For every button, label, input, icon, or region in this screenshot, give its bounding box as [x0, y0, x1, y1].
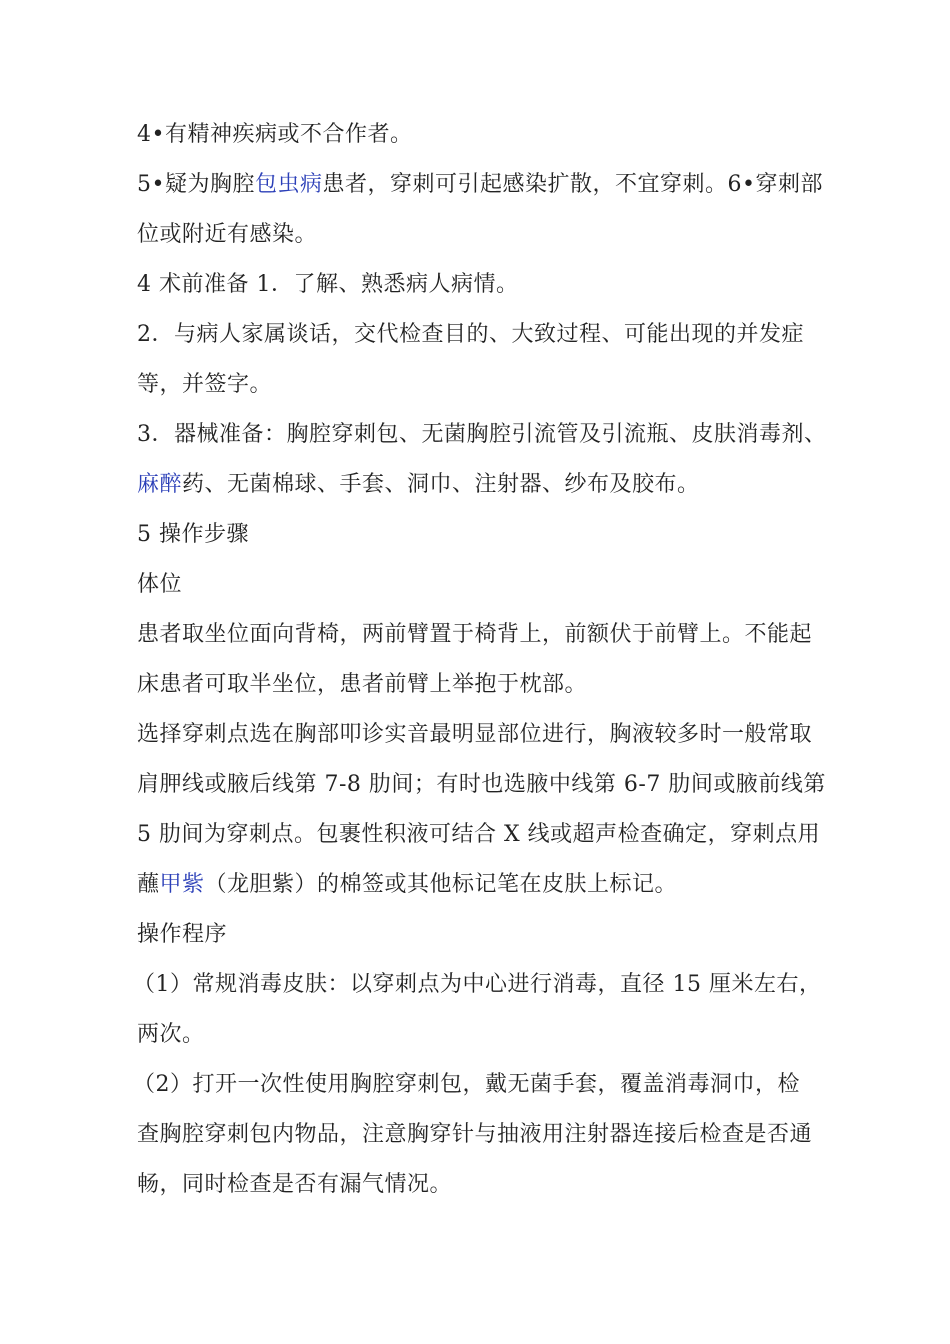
hyperlink-echinococcosis[interactable]: 包虫病	[254, 172, 323, 197]
text-span: 蘸	[137, 872, 160, 897]
text-line: （1）常规消毒皮肤：以穿刺点为中心进行消毒，直径 15 厘米左右，	[133, 972, 822, 997]
text-line: 2．与病人家属谈话，交代检查目的、大致过程、可能出现的并发症	[137, 322, 804, 347]
text-line: 畅，同时检查是否有漏气情况。	[137, 1172, 453, 1197]
subsection-heading: 体位	[137, 572, 183, 597]
text-line: 肩胛线或腋后线第 7-8 肋间；有时也选腋中线第 6-7 肋间或腋前线第	[137, 772, 826, 797]
text-line: （2）打开一次性使用胸腔穿刺包，戴无菌手套，覆盖消毒洞巾，检	[133, 1072, 800, 1097]
text-line	[137, 870, 677, 900]
text-span: 5•疑为胸腔	[137, 172, 255, 197]
text-line: 两次。	[137, 1022, 205, 1047]
text-line: 等，并签字。	[137, 372, 273, 397]
subsection-heading: 操作程序	[137, 922, 228, 947]
section-heading: 4 术前准备 1．了解、熟悉病人病情。	[137, 272, 519, 297]
section-heading: 5 操作步骤	[137, 522, 249, 547]
text-line: 选择穿刺点选在胸部叩诊实音最明显部位进行，胸液较多时一般常取	[137, 722, 813, 747]
text-line: 3．器械准备：胸腔穿刺包、无菌胸腔引流管及引流瓶、皮肤消毒剂、	[137, 422, 827, 447]
text-span: 药、无菌棉球、手套、洞巾、注射器、纱布及胶布。	[182, 472, 700, 497]
text-line: 位或附近有感染。	[137, 222, 318, 247]
hyperlink-anesthesia[interactable]: 麻醉	[137, 472, 183, 497]
text-line	[137, 470, 700, 500]
hyperlink-gentian-violet[interactable]: 甲紫	[159, 872, 205, 897]
text-line: 5 肋间为穿刺点。包裹性积液可结合 X 线或超声检查确定，穿刺点用	[137, 822, 821, 847]
text-span: 患者，穿刺可引起感染扩散，不宜穿刺。6•穿刺部	[322, 172, 823, 197]
text-line: 患者取坐位面向背椅，两前臂置于椅背上，前额伏于前臂上。不能起	[137, 622, 813, 647]
text-span: （龙胆紫）的棉签或其他标记笔在皮肤上标记。	[204, 872, 678, 897]
text-line: 4•有精神疾病或不合作者。	[137, 122, 413, 147]
text-line: 床患者可取半坐位，患者前臂上举抱于枕部。	[137, 672, 588, 697]
text-line	[137, 170, 823, 200]
text-line: 查胸腔穿刺包内物品，注意胸穿针与抽液用注射器连接后检查是否通	[137, 1122, 813, 1147]
